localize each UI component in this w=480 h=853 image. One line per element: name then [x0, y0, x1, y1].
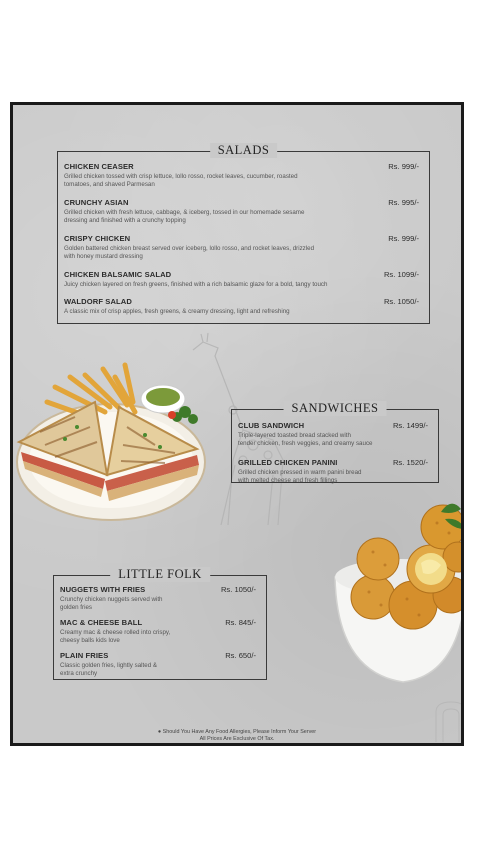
menu-item	[64, 198, 419, 225]
item-description	[64, 245, 419, 261]
tax-note: All Prices Are Exclusive Of Tax.	[199, 736, 275, 742]
item-description-line: Grilled chicken with fresh lettuce, cabbage, & iceberg, tossed in our homemade sesame	[64, 209, 305, 216]
item-description	[64, 209, 419, 225]
item-description-line: Grilled chicken pressed in warm panini bread	[238, 469, 362, 476]
item-name: CRUNCHY ASIAN	[64, 198, 129, 207]
item-price: Rs. 1050/-	[383, 297, 419, 306]
menu-item	[64, 162, 419, 189]
item-description-line: cheesy balls kids love	[60, 637, 120, 644]
allergy-note: ● Should You Have Any Food Allergies, Please Inform Your Server	[157, 729, 317, 735]
item-description-line: with melted cheese and fresh fillings	[238, 477, 338, 484]
item-description-line: Juicy chicken layered on fresh greens, finished with a rich balsamic glaze for a bold, tangy touch	[64, 281, 328, 288]
little-folk-section	[53, 567, 267, 680]
item-description	[64, 308, 419, 316]
menu-item	[60, 618, 256, 645]
menu-item	[60, 651, 256, 678]
item-description	[64, 281, 419, 289]
item-description-line: dressing and finished with a crunchy topping	[64, 217, 186, 224]
item-description	[60, 629, 256, 645]
item-description-line: Golden battered chicken breast served over iceberg, lollo rosso, and rocket leaves, drizzled	[64, 245, 315, 252]
item-price: Rs. 999/-	[388, 234, 419, 243]
item-name: CRISPY CHICKEN	[64, 234, 131, 243]
mac-cheese-bowl-image	[333, 497, 464, 692]
item-name: NUGGETS WITH FRIES	[60, 585, 146, 594]
item-name: PLAIN FRIES	[60, 651, 109, 660]
item-description-line: A classic mix of crisp apples, fresh greens, & creamy dressing, light and refreshing	[64, 308, 290, 315]
item-description	[238, 469, 428, 485]
item-description-line: tender chicken, fresh veggies, and creamy sauce	[238, 440, 373, 447]
menu-item	[60, 585, 256, 612]
item-price: Rs. 845/-	[225, 618, 256, 627]
menu-item	[64, 297, 419, 316]
item-name: CHICKEN BALSAMIC SALAD	[64, 270, 172, 279]
item-description-line: Triple-layered toasted bread stacked with	[238, 432, 351, 439]
item-price: Rs. 995/-	[388, 198, 419, 207]
item-description	[64, 173, 419, 189]
item-description-line: Creamy mac & cheese rolled into crispy,	[60, 629, 171, 636]
salads-section	[57, 143, 430, 324]
item-description-line: golden fries	[60, 604, 92, 611]
sandwiches-section	[231, 401, 439, 484]
item-name: WALDORF SALAD	[64, 297, 132, 306]
sandwiches-title: SANDWICHES	[284, 401, 387, 416]
item-description	[238, 432, 428, 448]
item-price: Rs. 1099/-	[383, 270, 419, 279]
item-price: Rs. 1050/-	[220, 585, 256, 594]
menu-item	[64, 270, 419, 289]
item-description-line: Classic golden fries, lightly salted &	[60, 662, 157, 669]
item-price: Rs. 1520/-	[392, 458, 428, 467]
item-name: MAC & CHEESE BALL	[60, 618, 143, 627]
menu-item	[238, 421, 428, 448]
item-price: Rs. 999/-	[388, 162, 419, 171]
item-name: GRILLED CHICKEN PANINI	[238, 458, 338, 467]
item-description-line: Crunchy chicken nuggets served with	[60, 596, 163, 603]
item-description-line: tomatoes, and shaved Parmesan	[64, 181, 155, 188]
footer-note	[13, 729, 461, 743]
item-description-line: with honey mustard dressing	[64, 253, 143, 260]
item-description	[60, 662, 256, 678]
salads-title: SALADS	[210, 143, 278, 158]
item-description-line: Grilled chicken tossed with crisp lettuce, lollo rosso, rocket leaves, cucumber, roasted	[64, 173, 298, 180]
item-description	[60, 596, 256, 612]
menu-page	[10, 102, 464, 746]
item-name: CHICKEN CEASER	[64, 162, 134, 171]
item-price: Rs. 650/-	[225, 651, 256, 660]
little-folk-title: LITTLE FOLK	[110, 567, 210, 582]
menu-item	[64, 234, 419, 261]
sandwich-plate-image	[15, 357, 211, 527]
item-name: CLUB SANDWICH	[238, 421, 305, 430]
item-price: Rs. 1499/-	[392, 421, 428, 430]
item-description-line: extra crunchy	[60, 670, 98, 677]
menu-item	[238, 458, 428, 485]
